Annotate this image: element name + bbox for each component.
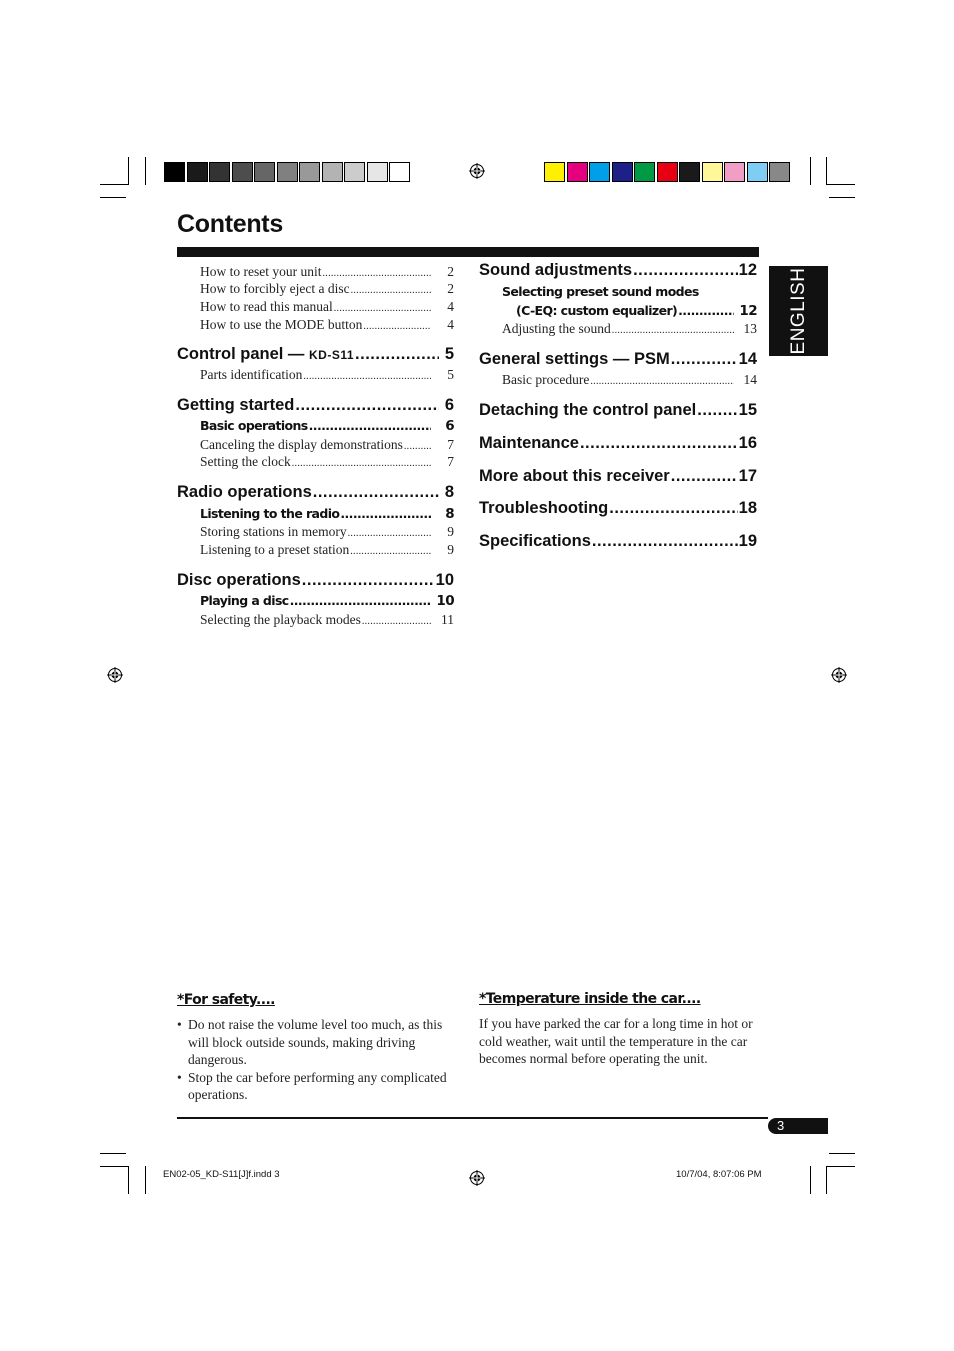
gray-swatch <box>232 162 253 182</box>
footer-file: EN02-05_KD-S11[J]f.indd 3 <box>163 1169 280 1180</box>
toc-section-detaching[interactable]: Detaching the control panel ..... 15 <box>479 401 757 423</box>
toc-item[interactable]: Storing stations in memory ..... 9 <box>200 524 454 542</box>
toc-item[interactable]: How to read this manual ..... 4 <box>200 299 454 317</box>
toc-section-general-settings[interactable]: General settings — PSM ..... 14 <box>479 350 757 372</box>
color-swatch <box>612 162 633 182</box>
toc-section-troubleshooting[interactable]: Troubleshooting ..... 18 <box>479 499 757 521</box>
title-rule <box>177 247 759 257</box>
language-tab: ENGLISH <box>769 266 828 356</box>
toc-section-specifications[interactable]: Specifications ..... 19 <box>479 532 757 554</box>
crop-mark <box>100 184 128 185</box>
toc-item[interactable]: Canceling the display demonstrations ..... 7 <box>200 437 454 455</box>
list-item: • Do not raise the volume level too much, as this will block outside sounds, making driving dangerous. <box>177 1016 459 1069</box>
temperature-heading: *Temperature inside the car.... <box>479 991 701 1007</box>
color-swatch <box>589 162 610 182</box>
gray-swatch <box>277 162 298 182</box>
color-swatch <box>567 162 588 182</box>
toc-item[interactable]: How to forcibly eject a disc ..... 2 <box>200 281 454 299</box>
safety-list <box>177 1016 459 1104</box>
registration-mark-icon <box>469 1170 485 1186</box>
registration-mark-icon <box>469 163 485 179</box>
crop-mark <box>826 1166 827 1194</box>
toc-section-sound-adjustments[interactable]: Sound adjustments ..... 12 <box>479 261 757 283</box>
toc-subsection[interactable]: (C-EQ: custom equalizer) ..... 12 <box>516 303 757 321</box>
temperature-text: If you have parked the car for a long time in hot or cold weather, wait until the temperature in the car becomes normal before operating the unit. <box>479 1016 753 1066</box>
toc-subsection[interactable]: Listening to the radio ..... 8 <box>200 506 454 524</box>
color-swatch <box>769 162 790 182</box>
bottom-rule <box>177 1117 768 1119</box>
gray-swatch <box>164 162 185 182</box>
gray-swatch <box>367 162 388 182</box>
crop-mark <box>810 157 811 185</box>
toc-item[interactable]: Basic procedure ..... 14 <box>502 372 757 390</box>
gray-swatch <box>209 162 230 182</box>
registration-mark-icon <box>831 667 847 683</box>
gray-swatch <box>389 162 410 182</box>
gray-swatch <box>344 162 365 182</box>
gray-swatch <box>187 162 208 182</box>
toc-section-getting-started[interactable]: Getting started ..... 6 <box>177 396 454 418</box>
page-number: 3 <box>777 1118 785 1133</box>
footer-timestamp: 10/7/04, 8:07:06 PM <box>676 1169 762 1180</box>
crop-mark <box>100 197 126 198</box>
registration-mark-icon <box>107 667 123 683</box>
toc-subsection[interactable]: Basic operations ..... 6 <box>200 418 454 436</box>
toc-section-disc-operations[interactable]: Disc operations ..... 10 <box>177 571 454 593</box>
color-swatch <box>657 162 678 182</box>
toc-item[interactable]: Setting the clock ..... 7 <box>200 454 454 472</box>
toc-item[interactable]: Adjusting the sound ..... 13 <box>502 321 757 339</box>
toc-item[interactable]: Selecting the playback modes ..... 11 <box>200 612 454 630</box>
gray-swatch <box>322 162 343 182</box>
crop-mark <box>100 1153 126 1154</box>
color-swatch <box>634 162 655 182</box>
toc-item[interactable]: How to reset your unit ..... 2 <box>200 264 454 282</box>
gray-swatch <box>299 162 320 182</box>
crop-mark <box>100 1166 128 1167</box>
toc-section-radio-operations[interactable]: Radio operations ..... 8 <box>177 483 454 505</box>
crop-mark <box>145 1166 146 1194</box>
crop-mark <box>827 184 855 185</box>
crop-mark <box>827 1166 855 1167</box>
toc-subsection[interactable]: Playing a disc ..... 10 <box>200 593 454 611</box>
crop-mark <box>826 157 827 185</box>
gray-swatch <box>254 162 275 182</box>
color-swatch <box>679 162 700 182</box>
crop-mark <box>145 157 146 185</box>
toc-subsection-label[interactable]: Selecting preset sound modes <box>502 284 699 299</box>
toc-item[interactable]: Parts identification ..... 5 <box>200 367 454 385</box>
safety-heading: *For safety.... <box>177 992 275 1008</box>
crop-mark <box>128 157 129 185</box>
page-number-box <box>768 1118 828 1134</box>
crop-mark <box>810 1166 811 1194</box>
toc-item[interactable]: How to use the MODE button ..... 4 <box>200 317 454 335</box>
color-swatch <box>724 162 745 182</box>
crop-mark <box>829 1153 855 1154</box>
toc-section-more-about[interactable]: More about this receiver ..... 17 <box>479 467 757 489</box>
crop-mark <box>128 1166 129 1194</box>
toc-section-maintenance[interactable]: Maintenance ..... 16 <box>479 434 757 456</box>
color-swatch <box>544 162 565 182</box>
list-item: • Stop the car before performing any complicated operations. <box>177 1069 459 1104</box>
crop-mark <box>829 197 855 198</box>
color-swatch <box>702 162 723 182</box>
toc-item[interactable]: Listening to a preset station ..... 9 <box>200 542 454 560</box>
toc-section-control-panel[interactable]: Control panel — KD-S11 ..... 5 <box>177 345 454 367</box>
page-title: Contents <box>177 210 283 238</box>
color-swatch <box>747 162 768 182</box>
